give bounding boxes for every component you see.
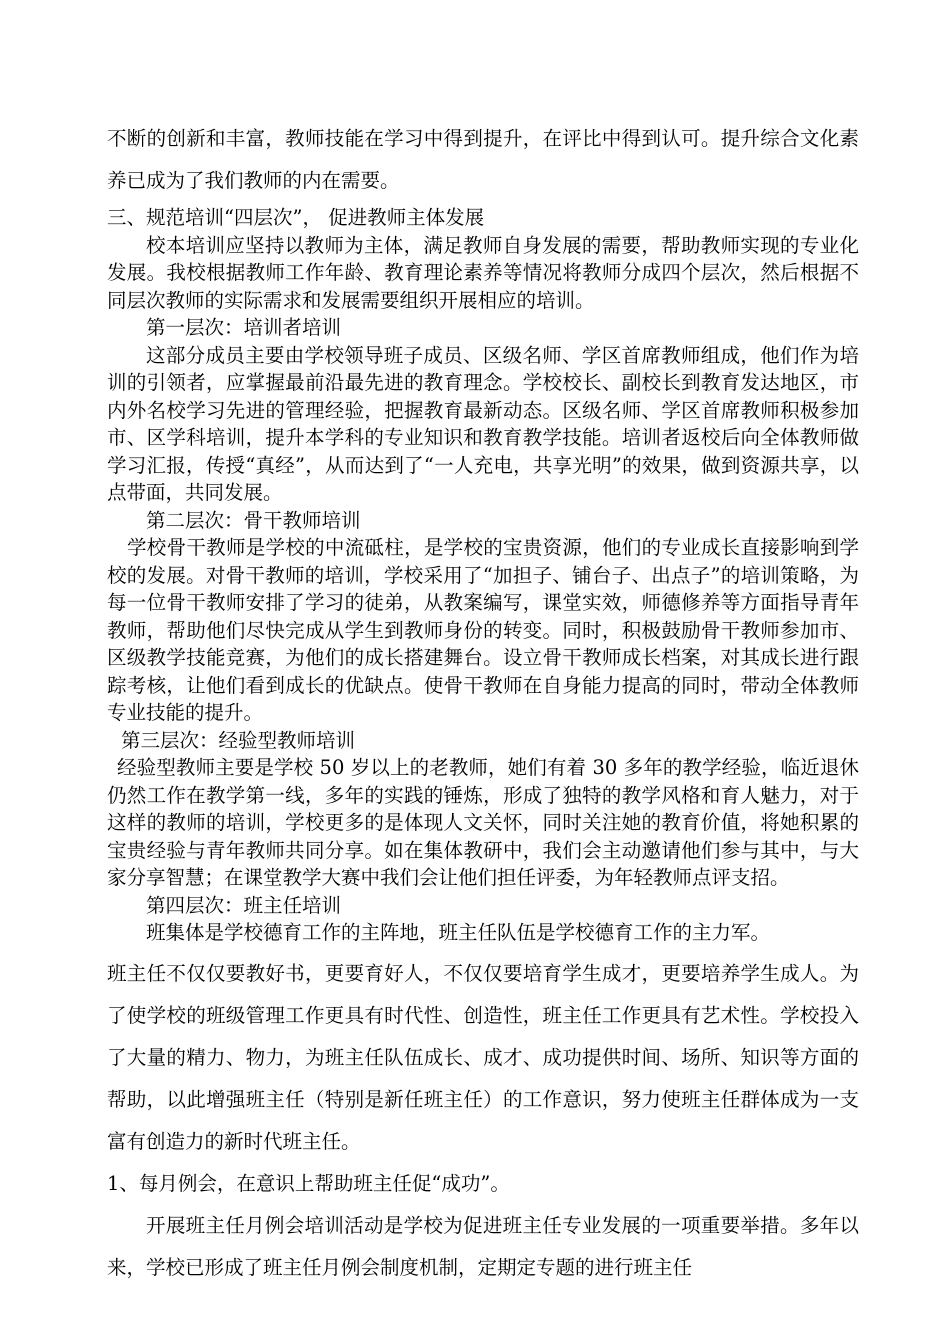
item-1-heading: 1、每月例会，在意识上帮助班主任促“成功”。 [107,1171,510,1195]
level-3-paragraph: 经验型教师主要是学校 50 岁以上的老教师，她们有着 30 多年的教学经验，临近退休仍然工作在教学第一线，多年的实践的锤炼，形成了独特的教学风格和育人魅力，对于这样的教师的培训，学校更多的是体现人文关怀，同时关注她的教育价值，将她积累的宝贵经验与青年教师共同分享。如在集体教研中，我们会主动邀请他们参与其中，与大家分享智慧；在课堂教学大赛中我们会让他们担任评委，为年轻教师点评支招。 [107,756,859,889]
level-2-paragraph: 学校骨干教师是学校的中流砥柱，是学校的宝贵资源，他们的专业成长直接影响到学校的发展。对骨干教师的培训，学校采用了“加担子、铺台子、出点子”的培训策略，为每一位骨干教师安排了学习的徒弟，从教案编写，课堂实效，师德修养等方面指导青年教师，帮助他们尽快完成从学生到教师身份的转变。同时，积极鼓励骨干教师参加市、区级教学技能竞赛，为他们的成长搭建舞台。设立骨干教师成长档案，对其成长进行跟踪考核，让他们看到成长的优缺点。使骨干教师在自身能力提高的同时，带动全体教师专业技能的提升。 [107,536,859,724]
level-2-heading: 第二层次：骨干教师培训 [146,508,361,532]
level-4-heading: 第四层次：班主任培训 [146,893,342,917]
level-1-heading: 第一层次：培训者培训 [146,316,342,339]
level-4-paragraph-first-line: 班集体是学校德育工作的主阵地，班主任队伍是学校德育工作的主力军。 [146,921,771,944]
document-page [107,118,859,1289]
section-3-paragraph: 校本培训应坚持以教师为主体，满足教师自身发展的需要，帮助教师实现的专业化发展。我校根据教师工作年龄、教育理论素养等情况将教师分成四个层次，然后根据不同层次教师的实际需求和发展需要组织开展相应的培训。 [107,233,859,312]
intro-paragraph: 不断的创新和丰富，教师技能在学习中得到提升，在评比中得到认可。提升综合文化素养已成为了我们教师的内在需要。 [107,127,859,192]
level-1-paragraph: 这部分成员主要由学校领导班子成员、区级名师、学区首席教师组成，他们作为培训的引领者，应掌握最前沿最先进的教育理念。学校校长、副校长到教育发达地区，市内外名校学习先进的管理经验，把握教育最新动态。区级名师、学区首席教师积极参加市、区学科培训，提升本学科的专业知识和教育教学技能。培训者返校后向全体教师做学习汇报，传授“真经”，从而达到了“一人充电，共享光明”的效果，做到资源共享，以点带面，共同发展。 [107,343,859,504]
level-4-paragraph: 班主任不仅仅要教好书，更要育好人，不仅仅要培育学生成才，更要培养学生成人。为了使学校的班级管理工作更具有时代性、创造性，班主任工作更具有艺术性。学校投入了大量的精力、物力，为班主任队伍成长、成才、成功提供时间、场所、知识等方面的帮助，以此增强班主任（特别是新任班主任）的工作意识，努力使班主任群体成为一支富有创造力的新时代班主任。 [107,961,859,1153]
section-3-heading: 三、规范培训“四层次”， 促进教师主体发展 [107,206,485,229]
level-3-heading: 第三层次：经验型教师培训 [121,728,356,752]
item-1-paragraph: 开展班主任月例会培训活动是学校为促进班主任专业发展的一项重要举措。多年以来，学校已形成了班主任月例会制度机制，定期定专题的进行班主任 [107,1213,859,1279]
